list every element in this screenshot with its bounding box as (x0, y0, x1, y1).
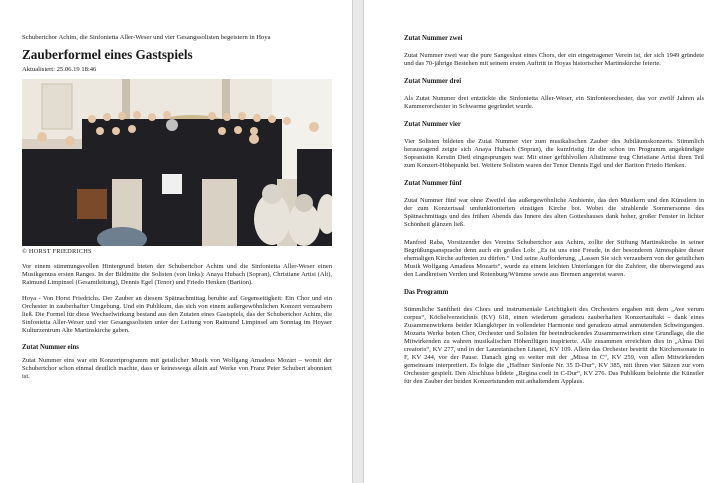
section-paragraph: Zutat Nummer zwei war die pure Sangeslust eines Chors, der ein eingetragener Verein ist, der sich 1949 gründete und das 70-jährige Bestehen mit seinem ersten Auftritt in Hoyas historischer Martinskirche feierte. (404, 52, 704, 67)
concert-photo (22, 79, 332, 246)
section-paragraph: Vier Solisten bildeten die Zutat Nummer vier zum musikalischen Zauber des Jubiläumskonzerts. Stimmlich herausragend zeigte sich Anaya Hubach (Sopran), die kurzfristig für die schon im Programm angekündigte Sopranistin Kerstin Dietl eingesprungen war. Mit einer gefühlvollen Altstimme trug Christiane Artisi ihren Teil zum Konzert-Höhepunkt bei. Weitere Solisten waren der Tenor Dennis Egel und der Bariton Friedo Henken. (404, 138, 704, 169)
left-column (22, 34, 332, 387)
section-heading: Zutat Nummer eins (22, 344, 79, 352)
updated-timestamp: Aktualisiert: 25.06.19 18:46 (22, 66, 97, 74)
section-paragraph: Stimmliche Sanftheit des Chors und instrumentale Leichtigkeit des Orchesters ergaben mit dem „Ave verum corpus“, Köchelverzeichnis (KV) 618, einen wiederum geradezu zauberhaften Konzertauftakt – dank eines Zusammenwirkens beider Klangkörper in vollendeter Harmonie und geradezu atmal anmutenden Schwingungen. Mozarts Werke boten Chor, Orchester und Solisten für beeindruckendes Zusammenwirken eine Grundlage, die die Mitwirkenden zu wahren musikalischen Höhenflügen inspirierte. Alle zusammen erreichten dies in „Alma Dei creatoris“, KV 277, und in der Lauretanischen Litanei, KV 109. Allein das Orchester bestritt die Kirchensonate in F, KV 244, vor der Pause. Danach ging es weiter mit der „Missa in C“, KV 259, von allen Mitwirkenden gemeinsam interpretiert. Es folgte die „Haffner Sinfonie Nr. 35 D-Dur“, KV 385, mit ihren vier Sätzen zur vom Orchester gespielt. Den Abschluss bildete „Regina coeli in C-Dur“, KV 276. Das Publikum belohnte die Künstler für den Zauber der beiden Konzertstunden mit anhaltendem Applaus. (404, 306, 704, 385)
section-paragraph: Manfred Raba, Vorsitzender des Vereins Schubertchor aus Achim, zollte der Stiftung Martinskirche in seiner Begrüßungsansprache denn auch ein großes Lob: „Es ist uns eine Freude, in der besonderen Atmosphäre dieser ehemaligen Kirche auftreten zu dürfen.“ Und seine Aufforderung, „Lassen Sie sich verzaubern von der geistlichen Musik Wolfgang Amadeus Mozarts“, wurde zu einem leichten Unterfangen für die Zuhörer, die überwiegend aus den Landkreisen Verden und Rotenburg/Wümme sowie aus Bremen angereist waren. (404, 239, 704, 278)
page-gutter (352, 0, 364, 483)
section-heading: Zutat Nummer drei (404, 78, 462, 85)
section-heading: Zutat Nummer vier (404, 121, 461, 128)
section-heading: Das Programm (404, 289, 449, 296)
right-column (404, 29, 704, 396)
article-headline: Zauberformel eines Gastspiels (22, 47, 193, 63)
section-heading: Zutat Nummer zwei (404, 35, 463, 42)
section-paragraph: Zutat Nummer eins war ein Konzertprogramm mit geistlicher Musik von Wolfgang Amadeus Mozart – womit der Schubertchor schon einmal deutlich machte, dass er keineswegs allein auf Werke von Franz Peter Schubert abonniert ist. (22, 357, 332, 381)
section-paragraph: Als Zutat Nummer drei entzückte die Sinfonietta Aller-Weser, ein Sinfonieorchester, das vor zwölf Jahren als Kammerorchester in Schwarme gegründet wurde. (404, 95, 704, 110)
left-page (0, 0, 352, 483)
photo-credit: © HORST FRIEDRICHS (22, 248, 92, 256)
section-heading: Zutat Nummer fünf (404, 180, 462, 187)
photo-caption: Vor einem stimmungsvollen Hintergrund bieten der Schubertchor Achim und die Sinfonietta Aller-Weser einen Musikgenuss ersten Ranges. In der Bildmitte die Solisten (von links): Anaya Hubach (Sopran), Christiane Artisi (Alt), Raimund Limpinsel (Gesamtleitung), Dennis Egel (Tenor) und Friedo Henken (Bariton). (22, 263, 332, 287)
right-page (364, 0, 726, 483)
intro-paragraph: Hoya - Von Horst Friedrichs. Der Zauber an diesem Spätnachmittag beruhte auf Gegenseitigkeit: Ein Chor und ein Orchester in zauberhafter Umgebung. Und ein Publikum, das sich von einem außergewöhnlichen Konzert verzaubern ließ. Die Formel für diese Wechselwirkung bestand aus den Zutaten eines Gastspiels, das der Schubertchor Achim, die Sinfonietta Aller-Weser und vier Gesangssolisten unter der Leitung von Raimund Limpinsel am Sonntag im Hoyaer Kulturzentrum Alte Martinskirche gaben. (22, 295, 332, 335)
section-paragraph: Zutat Nummer fünf war ohne Zweifel das außergewöhnliche Ambiente, das den Musikern und den Künstlern in der zum Konzertsaal umfunktionierten einstigen Kirche bot. Wobei die strahlende Sommersonne des Spätnachmittags und des frühen Abends das Innere des alten Gotteshauses dank hoher, großer Fenster in lichter Schönheit glänzen ließ. (404, 197, 704, 228)
article-kicker: Schubertchor Achim, die Sinfonietta Aller-Weser und vier Gesangssolisten begeistern in Hoya (22, 34, 271, 41)
